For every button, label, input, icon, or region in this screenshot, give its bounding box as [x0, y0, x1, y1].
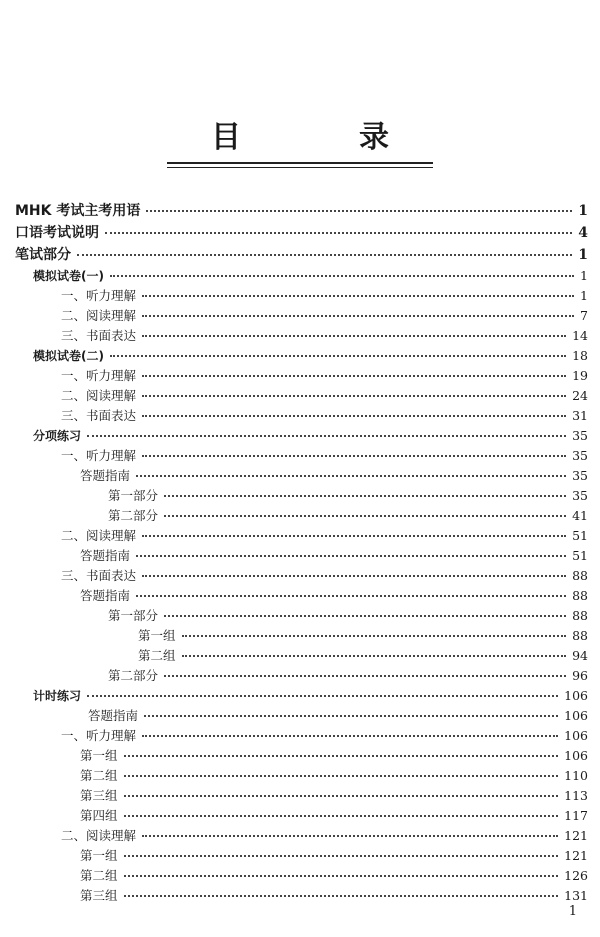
toc-entry-page: 35	[572, 488, 588, 503]
leader-dots	[164, 494, 566, 497]
toc-entry-page: 51	[572, 528, 588, 543]
toc-entry-label: 答题指南	[80, 548, 131, 563]
leader-dots	[142, 394, 566, 397]
toc-entry-label: 二、阅读理解	[61, 528, 137, 543]
toc-entry-page: 35	[572, 448, 588, 463]
toc-entry-label: 口语考试说明	[15, 225, 99, 241]
leader-dots	[182, 634, 567, 637]
toc-entry[interactable]	[0, 386, 600, 406]
leader-dots	[124, 854, 559, 857]
toc-entry-label: 第二部分	[108, 668, 159, 683]
toc-entry-page: 1	[580, 268, 588, 283]
toc-entry[interactable]	[0, 286, 600, 306]
table-of-contents	[0, 200, 600, 906]
toc-entry-page: 106	[564, 688, 588, 703]
toc-entry-page: 126	[564, 868, 588, 883]
toc-entry[interactable]	[0, 366, 600, 386]
toc-entry-page: 96	[572, 668, 588, 683]
leader-dots	[164, 614, 566, 617]
toc-entry[interactable]	[0, 506, 600, 526]
toc-entry[interactable]	[0, 846, 600, 866]
toc-entry-label: 一、听力理解	[61, 368, 137, 383]
toc-entry-page: 121	[564, 828, 588, 843]
toc-entry-label: 三、书面表达	[61, 568, 137, 583]
toc-entry-page: 106	[564, 708, 588, 723]
toc-entry-page: 24	[572, 388, 588, 403]
toc-entry-label: 第三组	[80, 888, 118, 903]
toc-entry-page: 14	[572, 328, 588, 343]
leader-dots	[124, 814, 559, 817]
toc-entry[interactable]	[0, 706, 600, 726]
toc-entry[interactable]	[0, 806, 600, 826]
toc-entry[interactable]	[0, 466, 600, 486]
toc-entry-page: 121	[564, 848, 588, 863]
toc-entry-page: 41	[572, 508, 588, 523]
toc-entry[interactable]	[0, 666, 600, 686]
toc-entry-label: 第一部分	[108, 608, 159, 623]
toc-entry-label: 答题指南	[80, 588, 131, 603]
toc-entry[interactable]	[0, 786, 600, 806]
toc-entry-page: 106	[564, 728, 588, 743]
leader-dots	[136, 474, 566, 477]
toc-entry-page: 1	[578, 247, 588, 263]
toc-entry[interactable]	[0, 646, 600, 666]
leader-dots	[142, 574, 566, 577]
leader-dots	[136, 554, 566, 557]
toc-entry[interactable]	[0, 746, 600, 766]
toc-entry-label: 一、听力理解	[61, 448, 137, 463]
toc-entry-label: 二、阅读理解	[61, 388, 137, 403]
toc-entry[interactable]	[0, 306, 600, 326]
toc-entry-label: 模拟试卷(一)	[33, 269, 104, 283]
toc-entry-page: 88	[572, 608, 588, 623]
leader-dots	[142, 534, 566, 537]
toc-entry[interactable]	[0, 686, 600, 706]
toc-entry-page: 106	[564, 748, 588, 763]
leader-dots	[146, 209, 572, 212]
toc-entry-page: 51	[572, 548, 588, 563]
toc-entry[interactable]	[0, 266, 600, 286]
toc-entry-label: 二、阅读理解	[61, 308, 137, 323]
leader-dots	[87, 434, 566, 437]
toc-entry[interactable]	[0, 586, 600, 606]
toc-entry-label: 第四组	[80, 808, 118, 823]
leader-dots	[142, 374, 566, 377]
page-number: 1	[568, 904, 577, 919]
leader-dots	[142, 734, 558, 737]
toc-entry-page: 117	[564, 808, 588, 823]
leader-dots	[87, 694, 558, 697]
toc-entry-page: 88	[572, 568, 588, 583]
toc-entry[interactable]	[0, 726, 600, 746]
toc-entry-label: 模拟试卷(二)	[33, 349, 104, 363]
leader-dots	[124, 894, 559, 897]
toc-entry-label: 第一部分	[108, 488, 159, 503]
leader-dots	[136, 594, 566, 597]
toc-entry[interactable]	[0, 826, 600, 846]
toc-entry-label: 三、书面表达	[61, 328, 137, 343]
leader-dots	[124, 754, 559, 757]
toc-entry[interactable]	[0, 606, 600, 626]
toc-entry[interactable]	[0, 446, 600, 466]
title-block	[0, 112, 600, 164]
toc-entry-label: 答题指南	[80, 468, 131, 483]
leader-dots	[142, 314, 574, 317]
toc-entry-label: 第一组	[138, 628, 176, 643]
toc-entry-label: 答题指南	[88, 708, 139, 723]
toc-entry-page: 31	[572, 408, 588, 423]
leader-dots	[77, 253, 572, 256]
toc-entry-page: 7	[580, 308, 588, 323]
toc-entry-label: 一、听力理解	[61, 728, 137, 743]
toc-entry[interactable]	[0, 546, 600, 566]
leader-dots	[105, 231, 572, 234]
leader-dots	[164, 674, 566, 677]
leader-dots	[124, 774, 559, 777]
leader-dots	[164, 514, 566, 517]
leader-dots	[144, 714, 558, 717]
toc-entry[interactable]	[0, 326, 600, 346]
toc-entry-page: 35	[572, 428, 588, 443]
leader-dots	[182, 654, 567, 657]
toc-entry[interactable]	[0, 626, 600, 646]
toc-entry-label: 计时练习	[33, 689, 82, 703]
toc-entry-label: 第三组	[80, 788, 118, 803]
toc-entry[interactable]	[0, 526, 600, 546]
toc-entry-page: 131	[564, 888, 588, 903]
leader-dots	[142, 334, 566, 337]
leader-dots	[142, 414, 566, 417]
toc-entry-label: 二、阅读理解	[61, 828, 137, 843]
toc-entry[interactable]	[0, 886, 600, 906]
page-title: 目 录	[167, 112, 433, 164]
toc-entry-label: 第一组	[80, 748, 118, 763]
leader-dots	[124, 794, 559, 797]
toc-entry-label: 第二组	[80, 868, 118, 883]
toc-entry-page: 4	[578, 225, 588, 241]
toc-entry-page: 110	[564, 768, 588, 783]
toc-entry-page: 35	[572, 468, 588, 483]
toc-entry[interactable]	[0, 406, 600, 426]
toc-entry-label: 三、书面表达	[61, 408, 137, 423]
toc-entry[interactable]	[0, 486, 600, 506]
toc-entry-label: 一、听力理解	[61, 288, 137, 303]
toc-entry-page: 18	[572, 348, 588, 363]
toc-entry[interactable]	[0, 766, 600, 786]
leader-dots	[124, 874, 559, 877]
toc-entry[interactable]	[0, 426, 600, 446]
toc-entry-page: 88	[572, 588, 588, 603]
toc-entry-label: 第二部分	[108, 508, 159, 523]
toc-entry[interactable]	[0, 866, 600, 886]
leader-dots	[110, 274, 574, 277]
toc-entry[interactable]	[0, 200, 600, 222]
toc-entry[interactable]	[0, 566, 600, 586]
toc-entry-label: 第二组	[80, 768, 118, 783]
leader-dots	[142, 454, 566, 457]
toc-entry-page: 88	[572, 628, 588, 643]
leader-dots	[142, 834, 558, 837]
toc-entry-label: 第一组	[80, 848, 118, 863]
toc-entry-page: 19	[572, 368, 588, 383]
toc-entry-label: 分项练习	[33, 429, 82, 443]
leader-dots	[142, 294, 574, 297]
toc-entry-page: 94	[572, 648, 588, 663]
toc-entry-label: 笔试部分	[15, 247, 71, 263]
toc-entry-page: 1	[578, 203, 588, 219]
toc-entry[interactable]	[0, 244, 600, 266]
leader-dots	[110, 354, 566, 357]
toc-entry-page: 113	[564, 788, 588, 803]
toc-entry[interactable]	[0, 346, 600, 366]
toc-entry-page: 1	[580, 288, 588, 303]
toc-entry[interactable]	[0, 222, 600, 244]
toc-entry-label: MHK 考试主考用语	[15, 203, 141, 219]
toc-entry-label: 第二组	[138, 648, 176, 663]
